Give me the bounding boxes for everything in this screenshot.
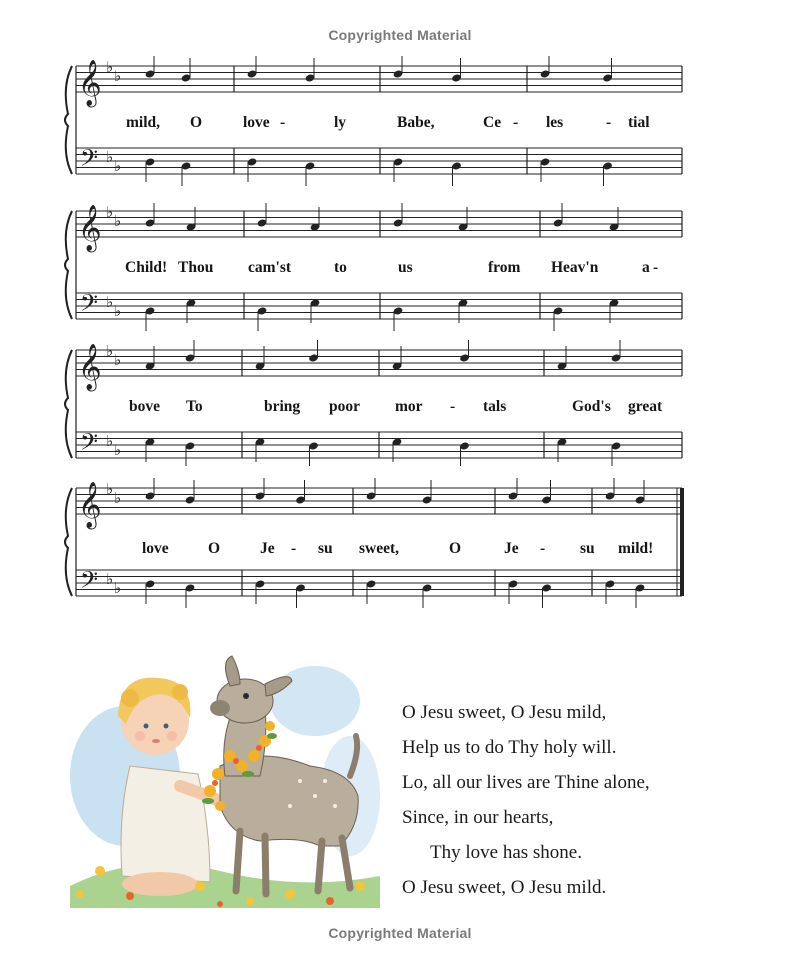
lyric-syllable: To xyxy=(186,398,203,415)
lyric-syllable: Je xyxy=(504,540,519,557)
poem-line: Lo, all our lives are Thine alone, xyxy=(402,772,650,793)
lyric-syllable: - xyxy=(513,114,519,131)
svg-text:♭: ♭ xyxy=(106,570,114,588)
lyric-syllable: - xyxy=(606,114,612,131)
svg-text:♭: ♭ xyxy=(106,480,114,498)
lyric-syllable: O xyxy=(208,540,221,557)
svg-text:𝄢: 𝄢 xyxy=(80,144,99,177)
svg-text:𝄞: 𝄞 xyxy=(78,60,102,106)
lyric-syllable: Thou xyxy=(178,259,214,276)
lyric-syllable: poor xyxy=(329,398,360,415)
lyric-syllable: ly xyxy=(334,114,347,131)
lyric-syllable: bring xyxy=(264,398,301,415)
poem-line: O Jesu sweet, O Jesu mild. xyxy=(402,877,607,898)
poem-line: O Jesu sweet, O Jesu mild, xyxy=(402,702,607,723)
poem-line: Thy love has shone. xyxy=(430,842,582,863)
music-system-1 xyxy=(62,56,684,186)
lyric-syllable: God's xyxy=(572,398,611,415)
svg-text:𝄢: 𝄢 xyxy=(80,289,99,322)
lyric-syllable: O xyxy=(190,114,203,131)
svg-text:♭: ♭ xyxy=(114,579,122,597)
svg-text:♭: ♭ xyxy=(114,351,122,369)
music-system-3 xyxy=(62,340,684,470)
svg-text:𝄞: 𝄞 xyxy=(78,205,102,251)
svg-text:𝄞: 𝄞 xyxy=(78,482,102,528)
lyric-syllable: - xyxy=(450,398,456,415)
lyric-syllable: great xyxy=(628,398,663,415)
music-system-4 xyxy=(62,478,684,608)
lyric-syllable: Child! xyxy=(125,259,168,276)
child-and-fawn-illustration xyxy=(60,646,390,916)
svg-text:♭: ♭ xyxy=(114,489,122,507)
copyright-watermark-bottom: Copyrighted Material xyxy=(328,925,472,941)
lyric-syllable: - xyxy=(653,259,659,276)
lyric-syllable: love xyxy=(142,540,169,557)
svg-text:𝄢: 𝄢 xyxy=(80,566,99,599)
lyric-syllable: from xyxy=(488,259,521,276)
lyric-syllable: tial xyxy=(628,114,650,131)
poem-line: Since, in our hearts, xyxy=(402,807,554,828)
svg-text:♭: ♭ xyxy=(114,302,122,320)
lyric-syllable: O xyxy=(449,540,462,557)
lyric-syllable: Je xyxy=(260,540,275,557)
svg-text:♭: ♭ xyxy=(106,148,114,166)
lyric-syllable: su xyxy=(580,540,595,557)
lyric-syllable: - xyxy=(280,114,286,131)
lyric-syllable: tals xyxy=(483,398,507,415)
svg-text:♭: ♭ xyxy=(106,58,114,76)
lyric-syllable: us xyxy=(398,259,413,276)
copyright-watermark-top: Copyrighted Material xyxy=(328,27,472,43)
svg-text:♭: ♭ xyxy=(106,432,114,450)
lyric-syllable: les xyxy=(546,114,564,131)
lyric-syllable: love xyxy=(243,114,270,131)
music-system-2 xyxy=(62,201,684,331)
lyric-syllable: Ce xyxy=(483,114,502,131)
lyric-syllable: - xyxy=(291,540,297,557)
lyric-syllable: mild, xyxy=(126,114,161,131)
lyric-syllable: sweet, xyxy=(359,540,400,557)
lyric-syllable: to xyxy=(334,259,347,276)
lyric-syllable: Heav'n xyxy=(551,259,599,276)
lyric-syllable: bove xyxy=(129,398,160,415)
lyric-syllable: su xyxy=(318,540,333,557)
lyric-syllable: mild! xyxy=(618,540,654,557)
lyric-syllable: mor xyxy=(395,398,423,415)
svg-text:𝄞: 𝄞 xyxy=(78,344,102,390)
svg-text:♭: ♭ xyxy=(114,157,122,175)
svg-text:♭: ♭ xyxy=(106,203,114,221)
lyric-syllable: cam'st xyxy=(248,259,292,276)
poem-line: Help us to do Thy holy will. xyxy=(402,737,617,758)
svg-text:♭: ♭ xyxy=(114,212,122,230)
svg-text:♭: ♭ xyxy=(106,342,114,360)
lyric-syllable: - xyxy=(540,540,546,557)
svg-text:♭: ♭ xyxy=(114,441,122,459)
lyric-syllable: a xyxy=(642,259,650,276)
svg-text:𝄢: 𝄢 xyxy=(80,428,99,461)
lyric-syllable: Babe, xyxy=(397,114,435,131)
svg-text:♭: ♭ xyxy=(106,293,114,311)
svg-text:♭: ♭ xyxy=(114,67,122,85)
